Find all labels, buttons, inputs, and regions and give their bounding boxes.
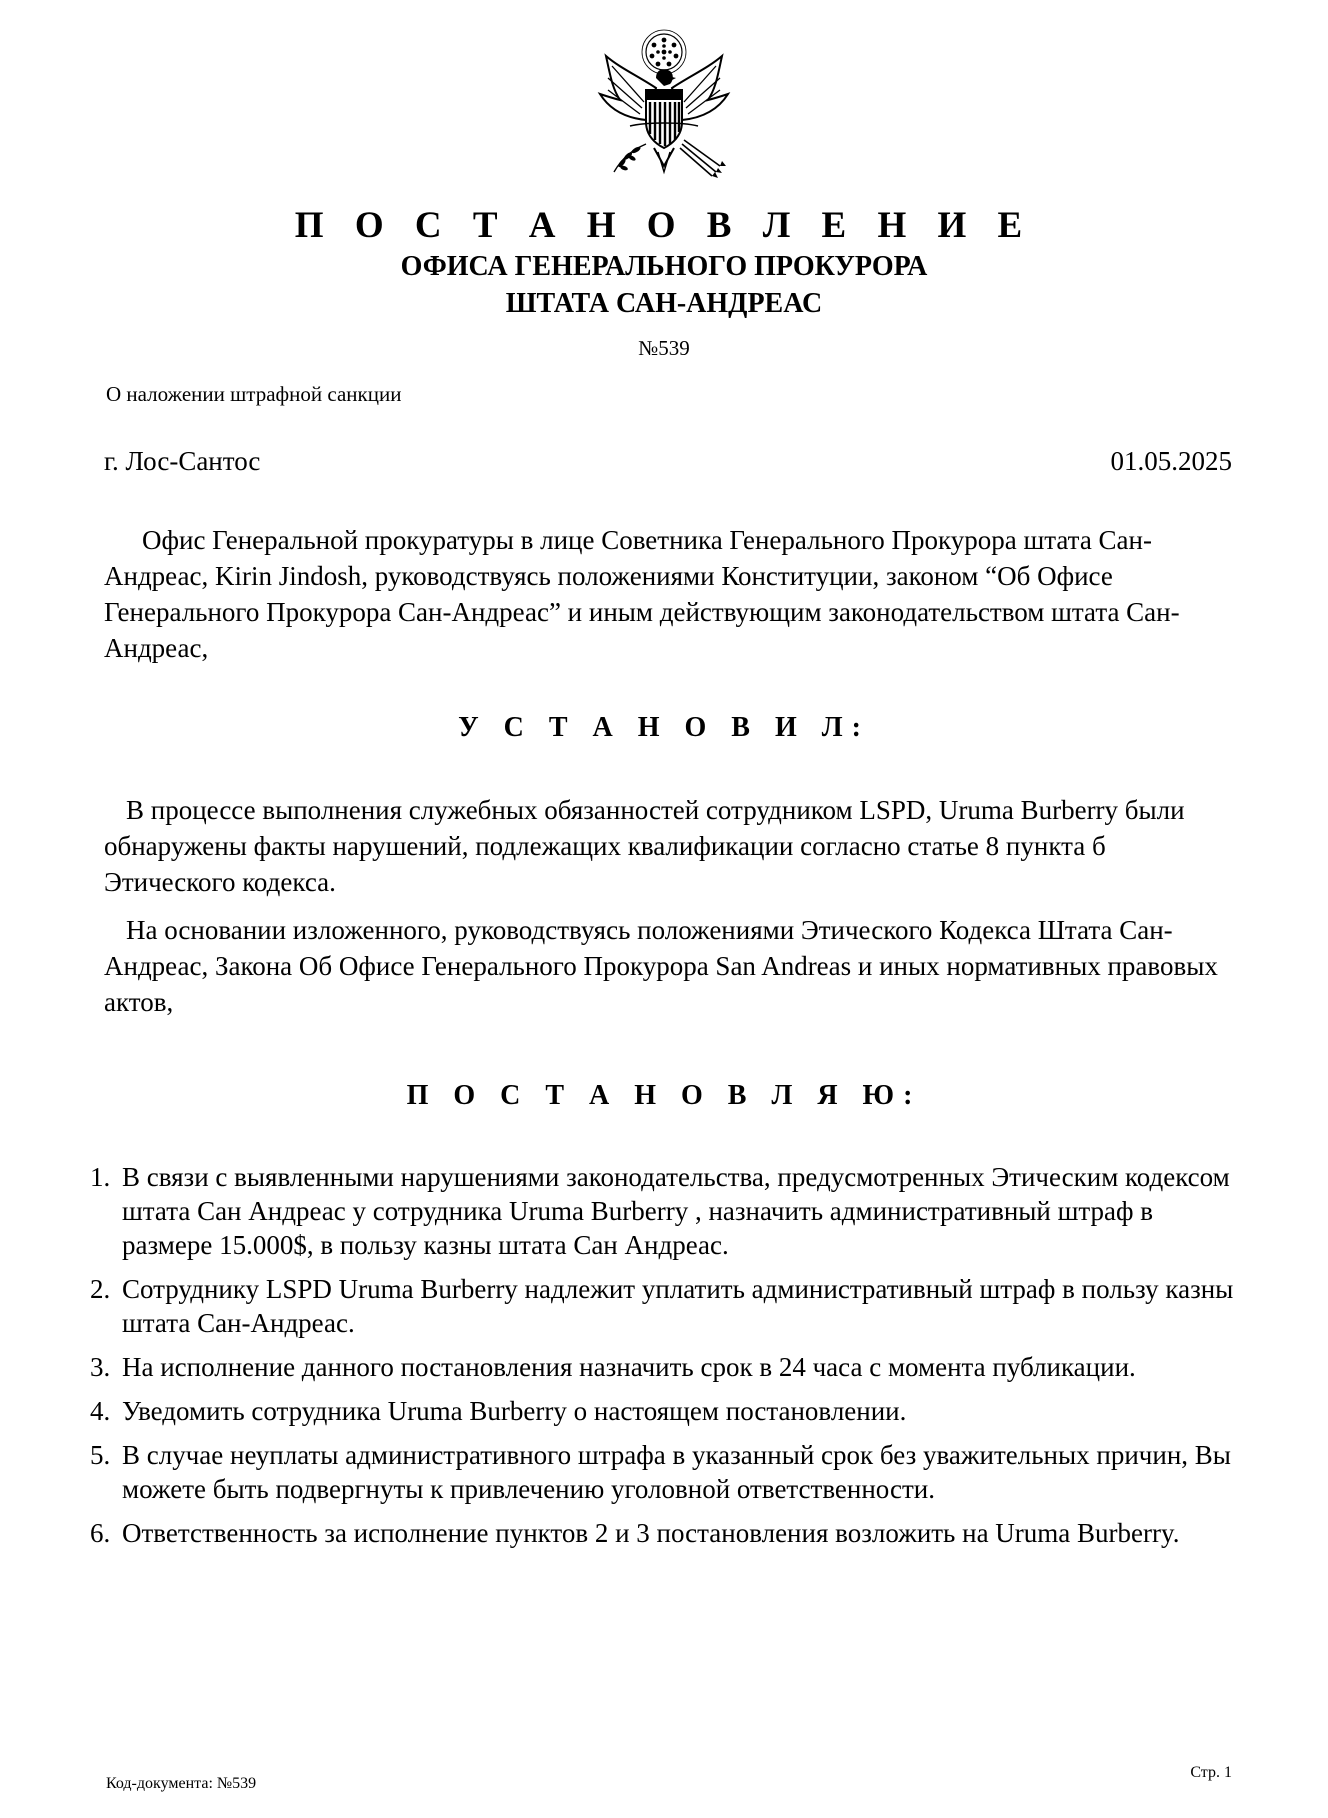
document-place: г. Лос-Сантос	[104, 446, 261, 476]
section-heading-postanovlyayu: П О С Т А Н О В Л Я Ю:	[406, 1080, 922, 1111]
footer-document-code: Код-документа: №539	[106, 1775, 257, 1792]
list-item	[0, 1394, 1242, 1428]
footer-page-number: Стр. 1	[1190, 1764, 1232, 1781]
list-item-text: В случае неуплаты административного штрафа в указанный срок без уважительных причин, Вы можете быть подвергнуты к привлечению уголовной ответственности.	[122, 1440, 1231, 1504]
list-item-number: 3.	[90, 1352, 111, 1382]
document-subtitle-line2: ШТАТА САН-АНДРЕАС	[505, 288, 823, 319]
list-item-text: В связи с выявленными нарушениями законодательства, предусмотренных Этическим кодексом штата Сан Андреас у сотрудника Uruma Burberry , назначить административный штраф в размере 15.000$, в пользу казны штата Сан Андреас.	[122, 1162, 1230, 1260]
resolution-list	[0, 1160, 1328, 1560]
list-item-text: Сотруднику LSPD Uruma Burberry надлежит уплатить административный штраф в пользу казны штата Сан-Андреас.	[122, 1274, 1234, 1338]
eagle-seal-icon	[590, 26, 738, 182]
list-item-number: 2.	[90, 1274, 111, 1304]
list-item	[0, 1438, 1242, 1506]
list-item	[0, 1516, 1242, 1550]
list-item-text: Уведомить сотрудника Uruma Burberry о настоящем постановлении.	[122, 1396, 907, 1426]
finding-paragraph-1: В процессе выполнения служебных обязанностей сотрудником LSPD, Uruma Burberry были обнаружены факты нарушений, подлежащих квалификации согласно статье 8 пункта б Этического кодекса.	[104, 795, 1185, 897]
list-item-text: На исполнение данного постановления назначить срок в 24 часа с момента публикации.	[122, 1352, 1136, 1382]
list-item	[0, 1272, 1242, 1340]
list-item-number: 5.	[90, 1440, 111, 1470]
list-item-number: 4.	[90, 1396, 111, 1426]
document-date: 01.05.2025	[1110, 446, 1232, 476]
document-title: П О С Т А Н О В Л Е Н И Е	[294, 205, 1034, 246]
document-number: №539	[638, 336, 690, 360]
finding-paragraph-2: На основании изложенного, руководствуясь положениями Этического Кодекса Штата Сан-Андреас, Закона Об Офисе Генерального Прокурора San Andreas и иных нормативных правовых актов,	[104, 915, 1218, 1017]
list-item	[0, 1350, 1242, 1384]
list-item-number: 1.	[90, 1162, 111, 1192]
intro-paragraph: Офис Генеральной прокуратуры в лице Советника Генерального Прокурора штата Сан-Андреас, Kirin Jindosh, руководствуясь положениями Конституции, законом “Об Офисе Генерального Прокурора Сан-Андреас” и иным действующим законодательством штата Сан-Андреас,	[104, 525, 1180, 663]
document-subject: О наложении штрафной санкции	[106, 382, 402, 406]
list-item-text: Ответственность за исполнение пунктов 2 и 3 постановления возложить на Uruma Burberry.	[122, 1518, 1180, 1548]
document-subtitle-line1: ОФИСА ГЕНЕРАЛЬНОГО ПРОКУРОРА	[400, 251, 928, 282]
section-heading-ustanovil: У С Т А Н О В И Л:	[458, 712, 870, 743]
list-item-number: 6.	[90, 1518, 111, 1548]
list-item	[0, 1160, 1242, 1262]
